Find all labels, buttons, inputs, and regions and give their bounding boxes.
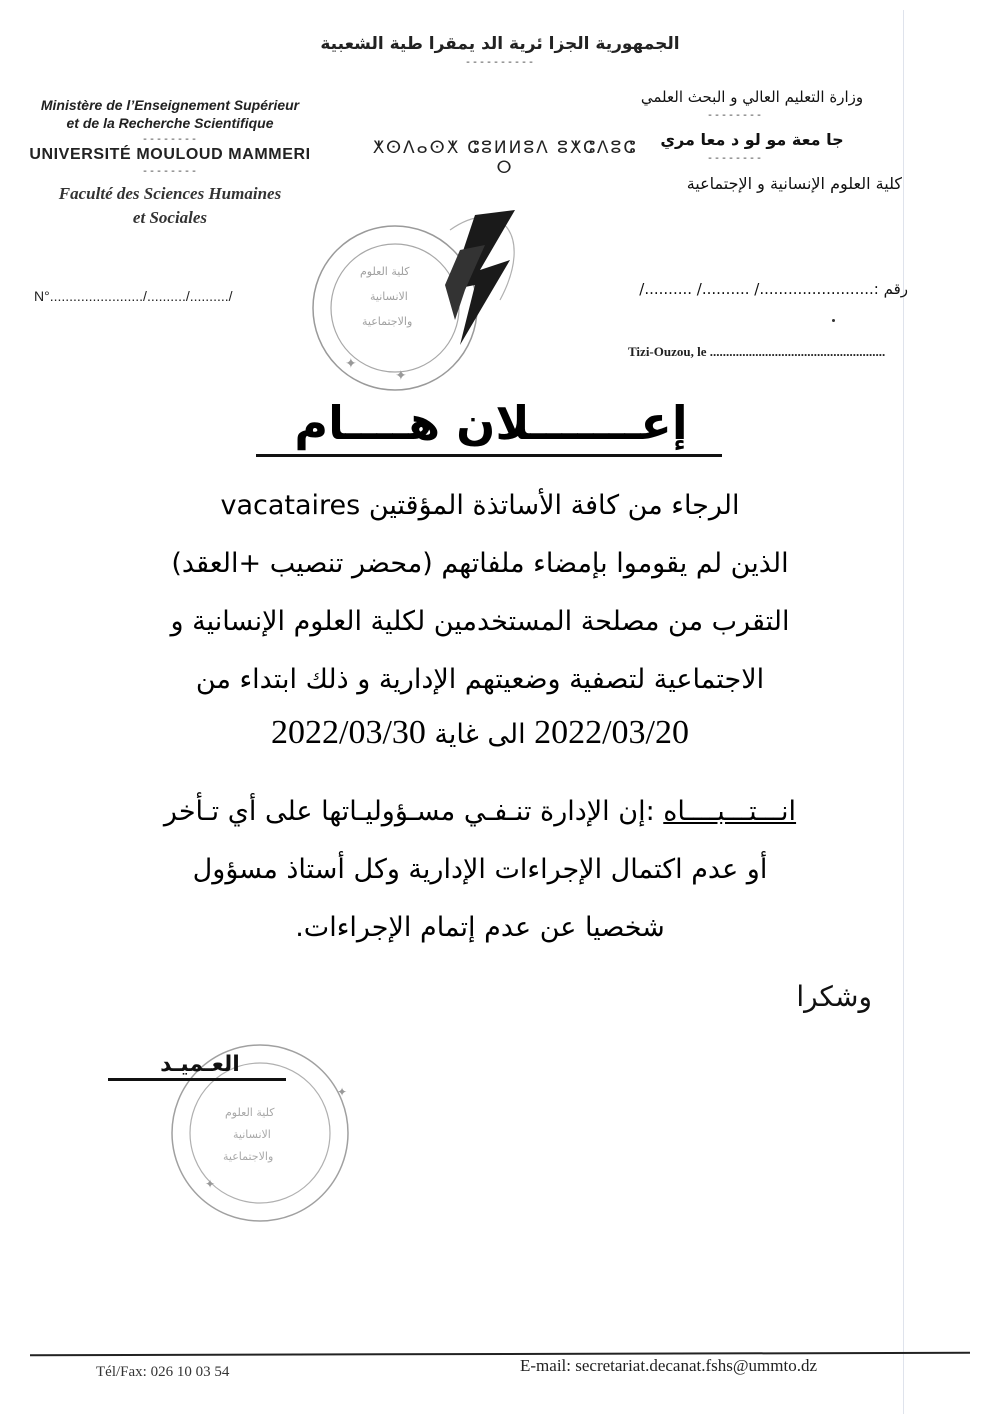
faculty-ar: كلية العلوم الإنسانية و الإجتماعية	[686, 174, 902, 193]
notice-line-2: الذين لم يقوموا بإمضاء ملفاتهم (محضر تنصيب +العقد)	[171, 548, 789, 579]
stamp-star-bottom: ✦	[395, 368, 407, 384]
fr-separator-2: --------	[141, 167, 198, 178]
signatory-dean: العـميـد	[160, 1052, 240, 1077]
reference-number-fr: N°......................../........../........../	[34, 288, 233, 304]
place-date-fr: Tizi-Ouzou, le ......................................................	[628, 344, 886, 359]
stamp-text-line2: الانسانية	[233, 1128, 271, 1141]
faculty-fr-line2: et Sociales	[132, 208, 208, 227]
warning-label: انـــتـــبــــاه	[663, 796, 797, 827]
footer-email[interactable]: E-mail: secretariat.decanat.fshs@ummto.dz	[520, 1356, 817, 1375]
reference-number-ar: رقم :......................../ ........../ ........../	[639, 280, 908, 298]
scan-dot	[832, 319, 835, 322]
stamp-star-left: ✦	[345, 356, 357, 372]
date-to: 2022/03/30	[271, 714, 426, 751]
stamp-text-line3: والاجتماعية	[223, 1150, 274, 1163]
warning-line-1	[90, 796, 870, 827]
stamp-text-line2: الانسانية	[370, 290, 408, 303]
signatory-underline	[108, 1078, 286, 1081]
stamp-text-line1: كلية العلوم	[360, 265, 410, 278]
stamp-text-line1: كلية العلوم	[225, 1106, 275, 1119]
university-ar: جا معة مو لو د معا مري	[660, 130, 844, 149]
title-underline	[256, 454, 722, 457]
university-tifinagh: ⵅⵙⴷⴰⵙⵅ ⵛⵓⵍⵍⵓⴷ ⵓⵅⵛⴷⵓⵛ ⵔ	[372, 138, 638, 178]
ministry-ar: وزارة التعليم العالي و البحث العلمي	[640, 88, 864, 106]
republic-title: الجمهورية الجزا ئرية الد يمقرا طية الشعبية	[320, 34, 680, 54]
university-fr: UNIVERSITÉ MOULOUD MAMMERI	[29, 146, 311, 163]
date-connector: الى غاية	[434, 719, 526, 750]
university-logo-icon	[445, 210, 515, 345]
stamp-inner-ring	[331, 244, 459, 372]
stamp-star-left: ✦	[205, 1177, 216, 1191]
stamp-text-line3: والاجتماعية	[362, 315, 413, 328]
footer-rule	[30, 1352, 970, 1356]
notice-line-3: التقرب من مصلحة المستخدمين لكلية العلوم الإنسانية و	[170, 606, 790, 637]
notice-line-1: الرجاء من كافة الأساتذة المؤقتين vacataires	[220, 490, 740, 521]
date-from: 2022/03/20	[534, 714, 689, 751]
notice-date-range	[90, 714, 870, 752]
warning-text-1: :إن الإدارة تنـفـي مسـؤوليـاتها على أي تـأخر	[163, 796, 655, 827]
ministry-fr-line2: et de la Recherche Scientifique	[66, 115, 274, 131]
closing-thanks: وشكرا	[796, 980, 872, 1013]
republic-separator: ----------	[464, 58, 535, 69]
faculty-stamp-top	[300, 190, 540, 400]
warning-line-3: شخصيا عن عدم إتمام الإجراءات.	[295, 912, 665, 943]
warning-line-2: أو عدم اكتمال الإجراءات الإدارية وكل أستاذ مسؤول	[192, 854, 768, 885]
ar-separator-1: --------	[706, 111, 763, 122]
ministry-fr	[10, 96, 330, 132]
ministry-fr-line1: Ministère de l’Enseignement Supérieur	[40, 97, 300, 113]
ar-separator-2: --------	[706, 154, 763, 165]
stamp-star-right: ✦	[337, 1085, 348, 1099]
notice-title: إعـــــــلان هــــام	[294, 396, 688, 450]
faculty-fr-line1: Faculté des Sciences Humaines	[58, 184, 282, 203]
notice-line-4: الاجتماعية لتصفية وضعيتهم الإدارية و ذلك ابتداء من	[195, 664, 765, 695]
footer-tel-fax: Tél/Fax: 026 10 03 54	[96, 1364, 230, 1380]
page-edge-line	[903, 10, 904, 1414]
fr-separator-1: --------	[141, 135, 198, 146]
faculty-fr	[10, 182, 330, 230]
